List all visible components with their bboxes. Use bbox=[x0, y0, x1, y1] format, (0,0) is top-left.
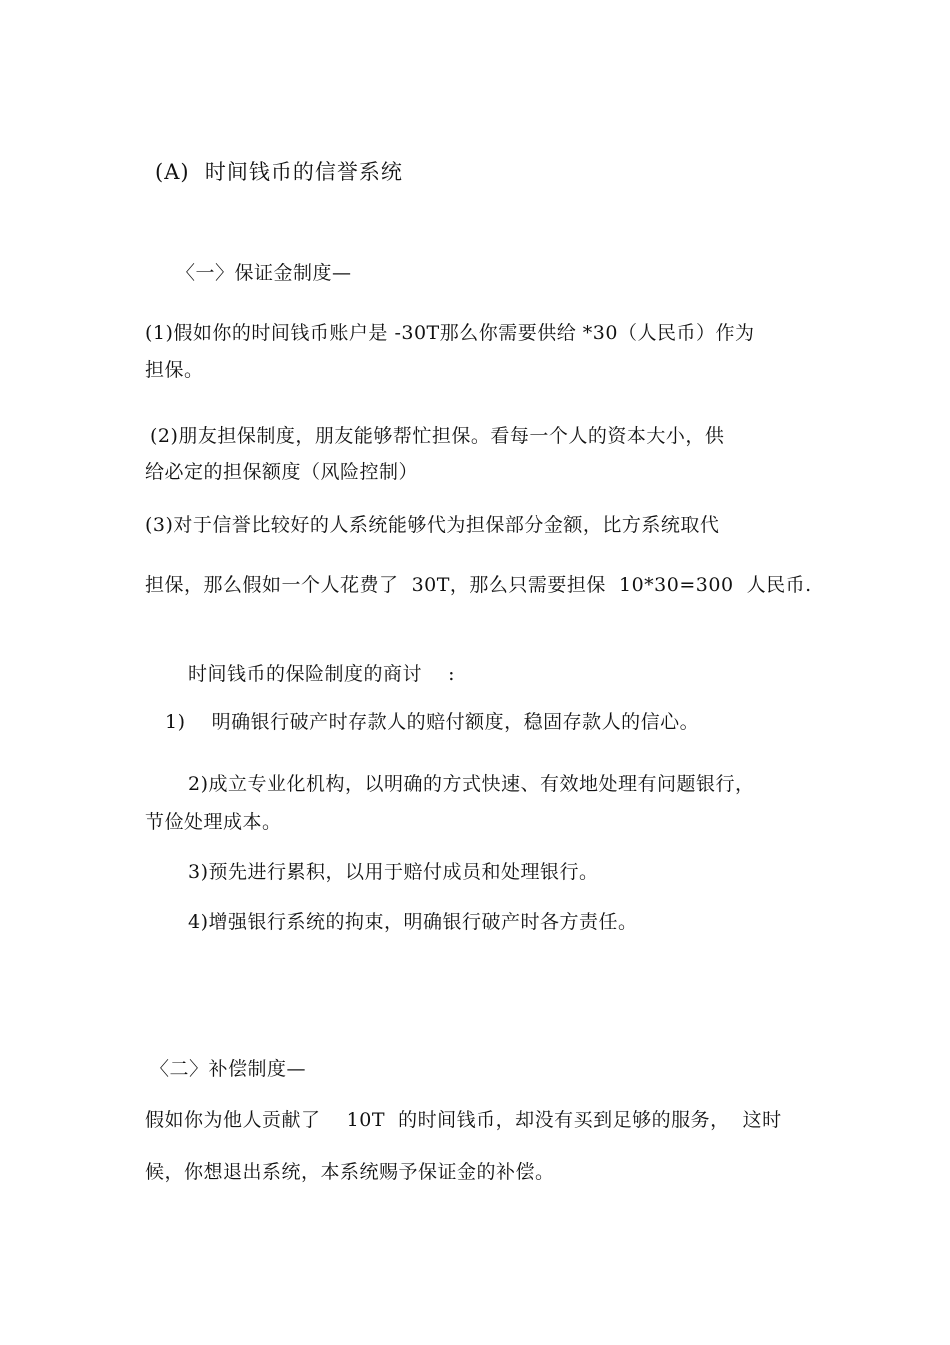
paragraph-line: 假如你为他人贡献了 10T 的时间钱币，却没有买到足够的服务， 这时 bbox=[145, 1109, 782, 1131]
paragraph-line: (3)对于信誉比较好的人系统能够代为担保部分金额，比方系统取代 bbox=[145, 514, 720, 536]
paragraph-line: (1)假如你的时间钱币账户是 -30T那么你需要供给 *30（人民币）作为 bbox=[145, 322, 755, 344]
section-heading-insurance: 时间钱币的保险制度的商讨 : bbox=[188, 663, 456, 685]
list-item: 3)预先进行累积，以用于赔付成员和处理银行。 bbox=[188, 861, 599, 883]
list-item: 4)增强银行系统的拘束，明确银行破产时各方责任。 bbox=[188, 911, 638, 933]
paragraph-line: (2)朋友担保制度，朋友能够帮忙担保。看每一个人的资本大小，供 bbox=[150, 425, 725, 447]
document-title: (A) 时间钱币的信誉系统 bbox=[155, 160, 403, 184]
paragraph-line: 担保，那么假如一个人花费了 30T，那么只需要担保 10*30=300 人民币. bbox=[145, 574, 812, 596]
list-item: 2)成立专业化机构，以明确的方式快速、有效地处理有问题银行， bbox=[188, 773, 755, 795]
section-heading-compensation: 〈二〉补偿制度— bbox=[150, 1058, 307, 1080]
paragraph-line: 给必定的担保额度（风险控制） bbox=[145, 461, 419, 483]
list-item: 1) 明确银行破产时存款人的赔付额度，稳固存款人的信心。 bbox=[165, 711, 700, 733]
paragraph-line: 候，你想退出系统，本系统赐予保证金的补偿。 bbox=[145, 1161, 555, 1183]
list-item-continuation: 节俭处理成本。 bbox=[145, 811, 282, 833]
section-heading-deposit: 〈一〉保证金制度— bbox=[176, 262, 352, 284]
paragraph-line: 担保。 bbox=[145, 359, 204, 381]
